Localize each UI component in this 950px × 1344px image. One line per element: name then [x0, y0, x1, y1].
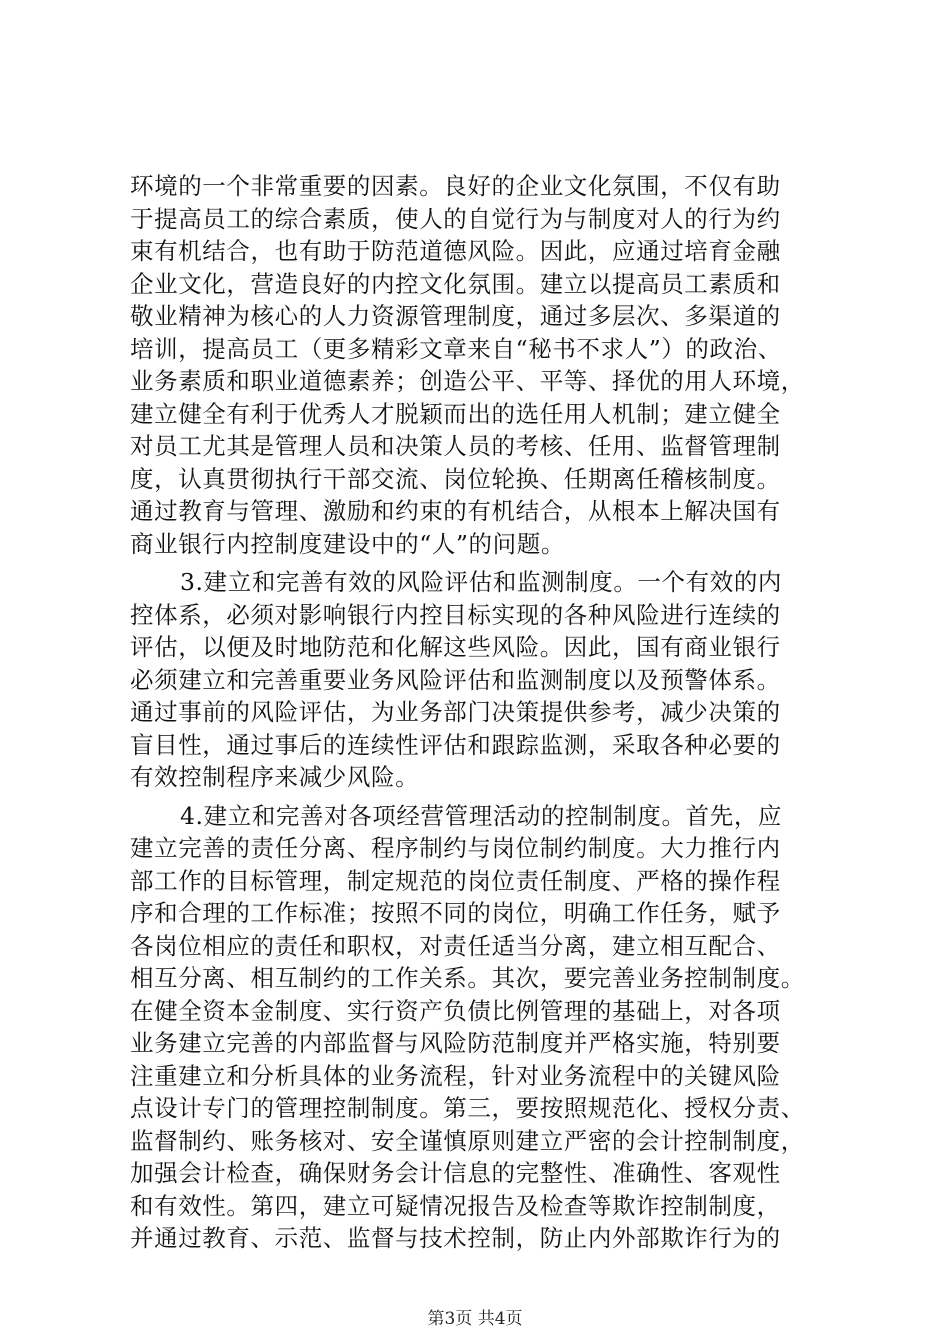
text-line: 必须建立和完善重要业务风险评估和监测制度以及预警体系。 [130, 665, 781, 694]
text-line: 对员工尤其是管理人员和决策人员的考核、任用、监督管理制 [130, 432, 781, 460]
text-line: 通过教育与管理、激励和约束的有机结合，从根本上解决国有 [130, 497, 781, 525]
text-line: 敬业精神为核心的人力资源管理制度，通过多层次、多渠道的 [130, 302, 781, 330]
text-line: 度，认真贯彻执行干部交流、岗位轮换、任期离任稽核制度。 [130, 464, 781, 493]
text-line: 商业银行内控制度建设中的“人”的问题。 [130, 529, 565, 558]
text-line: 3.建立和完善有效的风险评估和监测制度。一个有效的内 [180, 568, 783, 596]
text-line: 控体系，必须对影响银行内控目标实现的各种风险进行连续的 [130, 600, 781, 629]
page-footer: 第3页 共4页 [427, 1309, 523, 1329]
text-line: 培训，提高员工（更多精彩文章来自“秘书不求人”）的政治、 [130, 334, 782, 363]
paragraph [130, 170, 830, 560]
text-line: 各岗位相应的责任和职权，对责任适当分离，建立相互配合、 [130, 931, 781, 960]
text-line: 加强会计检查，确保财务会计信息的完整性、准确性、客观性 [130, 1159, 781, 1187]
text-line: 盲目性，通过事后的连续性评估和跟踪监测，采取各种必要的 [130, 730, 781, 759]
text-line: 点设计专门的管理控制制度。第三，要按照规范化、授权分责、 [130, 1094, 805, 1122]
text-line: 部工作的目标管理，制定规范的岗位责任制度、严格的操作程 [130, 866, 781, 895]
text-line: 4.建立和完善对各项经营管理活动的控制制度。首先，应 [180, 801, 783, 830]
text-line: 业务建立完善的内部监督与风险防范制度并严格实施，特别要 [130, 1029, 781, 1057]
paragraph [130, 800, 830, 1255]
text-line: 有效控制程序来减少风险。 [130, 763, 420, 791]
text-line: 通过事前的风险评估，为业务部门决策提供参考，减少决策的 [130, 698, 781, 726]
text-line: 和有效性。第四，建立可疑情况报告及检查等欺诈控制制度， [130, 1191, 781, 1220]
text-line: 评估，以便及时地防范和化解这些风险。因此，国有商业银行 [130, 633, 781, 661]
text-line: 建立完善的责任分离、程序制约与岗位制约制度。大力推行内 [130, 834, 781, 862]
text-line: 在健全资本金制度、实行资产负债比例管理的基础上，对各项 [130, 996, 781, 1025]
document-body [130, 170, 830, 1255]
text-line: 业务素质和职业道德素养；创造公平、平等、择优的用人环境， [130, 367, 805, 395]
text-line: 于提高员工的综合素质，使人的自觉行为与制度对人的行为约 [130, 204, 781, 233]
text-line: 企业文化，营造良好的内控文化氛围。建立以提高员工素质和 [130, 269, 781, 298]
text-line: 并通过教育、示范、监督与技术控制，防止内外部欺诈行为的 [130, 1224, 781, 1252]
paragraph [130, 566, 830, 794]
text-line: 束有机结合，也有助于防范道德风险。因此，应通过培育金融 [130, 237, 781, 265]
text-line: 相互分离、相互制约的工作关系。其次，要完善业务控制制度。 [130, 964, 805, 992]
text-line: 监督制约、账务核对、安全谨慎原则建立严密的会计控制制度， [130, 1126, 805, 1155]
text-line: 建立健全有利于优秀人才脱颖而出的选任用人机制；建立健全 [130, 399, 781, 428]
text-line: 序和合理的工作标准；按照不同的岗位，明确工作任务，赋予 [130, 899, 781, 927]
text-line: 注重建立和分析具体的业务流程，针对业务流程中的关键风险 [130, 1061, 781, 1090]
text-line: 环境的一个非常重要的因素。良好的企业文化氛围，不仅有助 [130, 172, 781, 200]
